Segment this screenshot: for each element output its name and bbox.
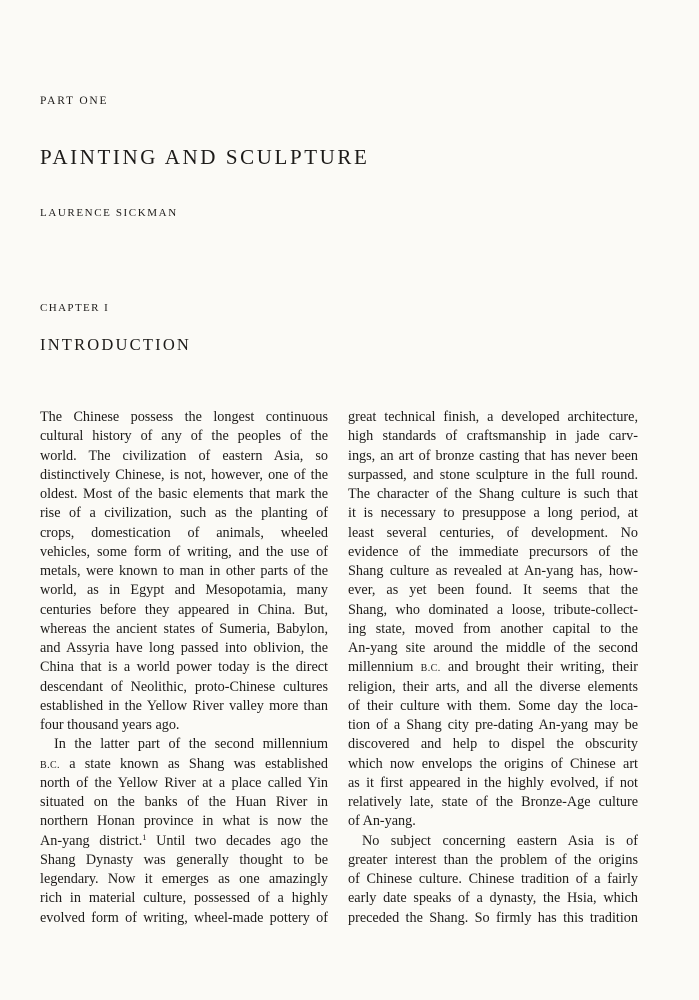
page-title: PAINTING AND SCULPTURE [40, 145, 370, 169]
text-line: ever, as yet been found. It seems that the [348, 582, 638, 599]
text-line: of Chinese culture. Chinese tradition of a fairly [348, 871, 638, 887]
text-line: northern Honan province in what is now the [40, 813, 328, 830]
text-line: oldest. Most of the basic elements that mark the [40, 486, 328, 502]
text-line: established in the Yellow River valley more than [40, 697, 328, 714]
text-line: as it first appeared in the highly evolved, if not [348, 774, 638, 791]
text-line: ing state, moved from another capital to the [348, 620, 638, 637]
text-line: No subject concerning eastern Asia is of [362, 832, 638, 849]
text-line: evolved form of writing, wheel-made pottery of [40, 909, 328, 926]
text-line: Shang Dynasty was generally thought to be [40, 851, 328, 868]
text-line: of An-yang. [348, 813, 416, 830]
text-line: crops, domestication of animals, wheeled [40, 524, 328, 541]
text-line: B.C. a state known as Shang was established [40, 755, 328, 772]
text-line: China that is a world power today is the direct [40, 659, 328, 676]
text-line: descendant of Neolithic, proto-Chinese cultures [40, 678, 328, 695]
text-line: tion of a Shang city pre-dating An-yang may be [348, 717, 638, 733]
text-line: early date speaks of a dynasty, the Hsia, which [348, 890, 638, 907]
text-line: and Assyria have long passed into oblivion, the [40, 640, 328, 656]
footnote-marker: 1 [142, 831, 147, 842]
text-line: discovered and help to dispel the obscurity [348, 736, 638, 753]
text-line: preceded the Shang. So firmly has this tradition [348, 909, 638, 926]
text-line: cultural history of any of the peoples of the [40, 428, 328, 445]
text-line: world, as in Egypt and Mesopotamia, many [40, 582, 328, 599]
text-line: high standards of craftsmanship in jade carv- [348, 428, 638, 445]
text-line: surpassed, and stone sculpture in the full round. [348, 466, 638, 483]
text-line: north of the Yellow River at a place called Yin [40, 774, 328, 791]
text-line: Shang, who dominated a loose, tribute-collect- [348, 601, 638, 618]
text-line: rich in material culture, possessed of a highly [40, 890, 328, 907]
text-line: An-yang district.$^1$ Until two decades ago the [40, 831, 328, 849]
text-line: greater interest than the problem of the origins [348, 851, 638, 868]
text-line: The character of the Shang culture is such that [348, 486, 638, 502]
text-line: situated on the banks of the Huan River in [40, 794, 328, 810]
text-line: The Chinese possess the longest continuous [40, 409, 328, 425]
text-line: distinctively Chinese, is not, however, one of the [40, 466, 328, 483]
text-line: evidence of the immediate precursors of the [348, 543, 638, 560]
text-line: of their culture with them. Some day the loca- [348, 697, 638, 714]
text-line: rise of a civilization, such as the planting of [40, 505, 328, 522]
part-label: PART ONE [40, 95, 109, 107]
text-line: which now envelops the origins of Chinese art [348, 755, 638, 772]
author-name: LAURENCE SICKMAN [40, 207, 178, 219]
text-line: Shang culture as revealed at An-yang has, how- [348, 563, 638, 579]
chapter-label: CHAPTER I [40, 302, 110, 314]
text-line: whereas the ancient states of Sumeria, Babylon, [40, 620, 328, 637]
text-line: world. The civilization of eastern Asia, so [40, 447, 328, 464]
text-column-right [348, 408, 638, 928]
text-line: vehicles, some form of writing, and the use of [40, 543, 328, 560]
text-line: centuries before they appeared in China. But, [40, 601, 328, 618]
text-column-left [40, 408, 328, 928]
text-line: metals, were known to man in other parts of the [40, 563, 328, 579]
text-line: it is necessary to presuppose a long period, at [348, 505, 638, 522]
text-line: legendary. Now it emerges as one amazingly [40, 871, 328, 887]
text-line: In the latter part of the second millennium [54, 736, 328, 753]
text-line: religion, their arts, and all the diverse elements [348, 678, 638, 695]
text-line: great technical finish, a developed architecture, [348, 409, 638, 425]
text-line: least several centuries, of development. No [348, 524, 638, 541]
text-line: four thousand years ago. [40, 717, 180, 733]
text-line: millennium B.C. and brought their writing, their [348, 659, 638, 676]
text-line: relatively late, state of the Bronze-Age culture [348, 794, 638, 810]
text-line: An-yang site around the middle of the second [348, 640, 638, 656]
chapter-title: INTRODUCTION [40, 335, 192, 354]
text-line: ings, an art of bronze casting that has never been [348, 447, 638, 464]
